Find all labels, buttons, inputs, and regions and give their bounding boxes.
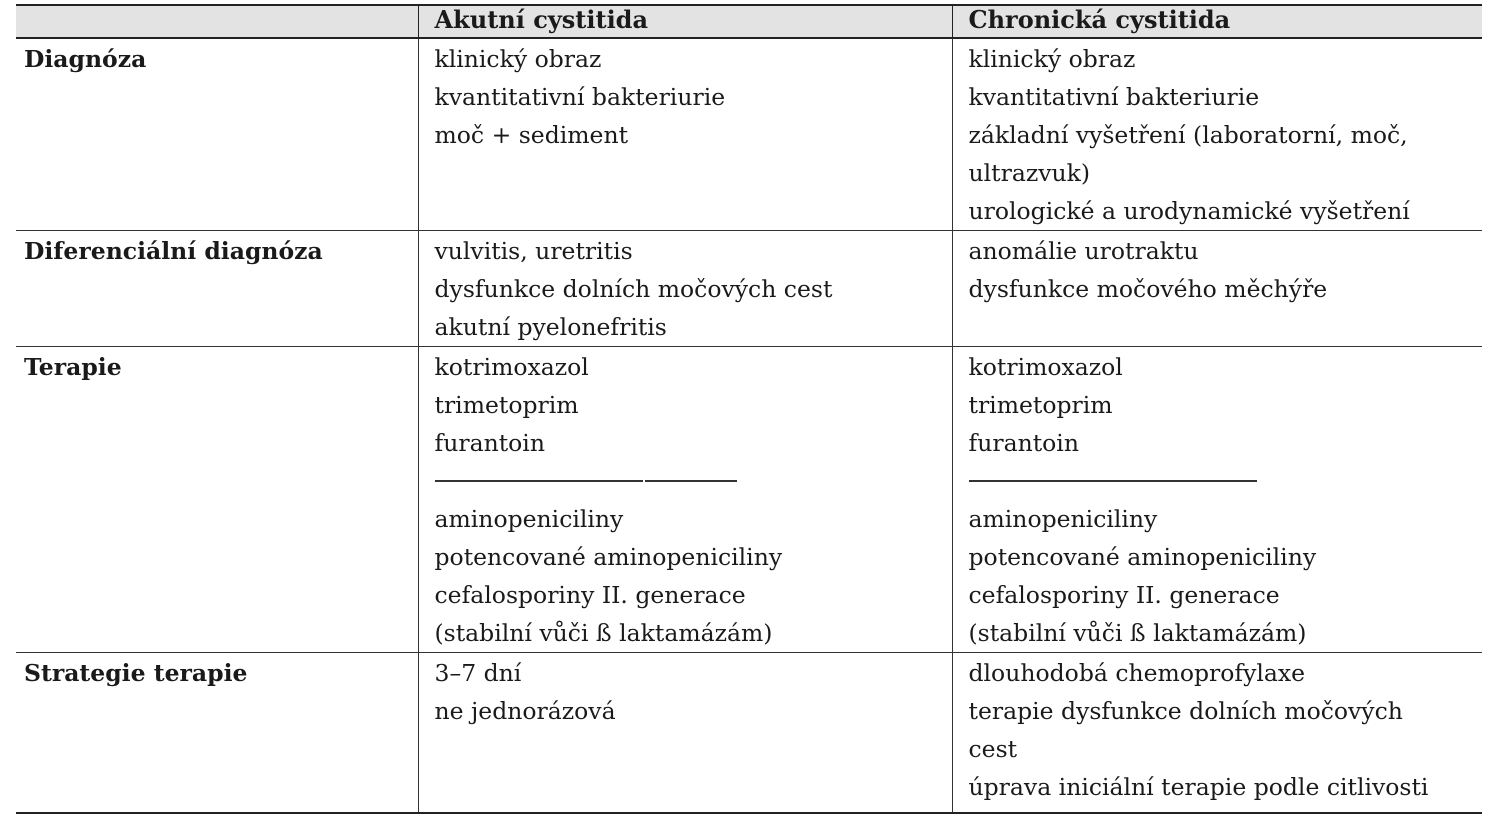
chronic-cell <box>952 347 1482 653</box>
list-item: kotrimoxazol <box>434 353 589 381</box>
list-item: trimetoprim <box>434 391 579 419</box>
list-item: (stabilní vůči ß laktamázám) <box>434 619 773 647</box>
row-label: Terapie <box>16 347 418 653</box>
chronic-cell <box>952 653 1482 813</box>
list-item: dlouhodobá chemoprofylaxe <box>968 659 1306 687</box>
acute-cell <box>418 653 952 813</box>
list-item: vulvitis, uretritis <box>434 237 633 265</box>
list-item: potencované aminopeniciliny <box>434 543 783 571</box>
chronic-cell <box>952 231 1482 347</box>
table-row-strategie-terapie <box>16 653 1482 813</box>
list-item: cefalosporiny II. generace <box>968 581 1280 609</box>
list-item: akutní pyelonefritis <box>434 313 667 341</box>
list-item: (stabilní vůči ß laktamázám) <box>968 619 1307 647</box>
acute-cell <box>418 347 952 653</box>
acute-cell <box>418 38 952 231</box>
table-header <box>16 5 1482 38</box>
row-label: Strategie terapie <box>16 653 418 813</box>
list-item: kvantitativní bakteriurie <box>968 83 1260 111</box>
list-item: ultrazvuk) <box>968 159 1091 187</box>
list-item: anomálie urotraktu <box>968 237 1199 265</box>
list-item: trimetoprim <box>968 391 1113 419</box>
header-corner-cell <box>16 5 418 38</box>
list-item: úprava iniciální terapie podle citlivosti <box>968 773 1429 801</box>
chronic-cell <box>952 38 1482 231</box>
list-item: klinický obraz <box>434 45 602 73</box>
list-item: urologické a urodynamické vyšetření <box>968 197 1410 225</box>
list-item: potencované aminopeniciliny <box>968 543 1317 571</box>
list-item: dysfunkce močového měchýře <box>968 275 1328 303</box>
acute-cell <box>418 231 952 347</box>
table-row-terapie <box>16 347 1482 653</box>
header-chronic-cystitis: Chronická cystitida <box>952 5 1482 38</box>
cystitis-comparison-table <box>16 4 1482 814</box>
list-item: cefalosporiny II. generace <box>434 581 746 609</box>
table-body <box>16 38 1482 813</box>
list-item: dysfunkce dolních močových cest <box>434 275 833 303</box>
list-item: moč + sediment <box>434 121 629 149</box>
header-row <box>16 5 1482 38</box>
list-item: furantoin <box>968 429 1079 457</box>
comparison-table-wrapper <box>16 4 1482 814</box>
row-label: Diagnóza <box>16 38 418 231</box>
list-item: 3–7 dní <box>434 659 522 687</box>
list-item: kvantitativní bakteriurie <box>434 83 726 111</box>
list-item: aminopeniciliny <box>434 505 624 533</box>
list-item: kotrimoxazol <box>968 353 1123 381</box>
list-item: klinický obraz <box>968 45 1136 73</box>
divider-line <box>969 462 1483 500</box>
list-item: ne jednorázová <box>434 697 616 725</box>
header-acute-cystitis: Akutní cystitida <box>418 5 952 38</box>
list-item: cest <box>968 735 1018 763</box>
list-item: aminopeniciliny <box>968 505 1158 533</box>
list-item: základní vyšetření (laboratorní, moč, <box>968 121 1408 149</box>
row-label: Diferenciální diagnóza <box>16 231 418 347</box>
table-row-diferencialni-diagnoza <box>16 231 1482 347</box>
list-item: furantoin <box>434 429 545 457</box>
list-item: terapie dysfunkce dolních močových <box>968 697 1403 725</box>
divider-line <box>435 462 952 500</box>
table-row-diagnoza <box>16 38 1482 231</box>
